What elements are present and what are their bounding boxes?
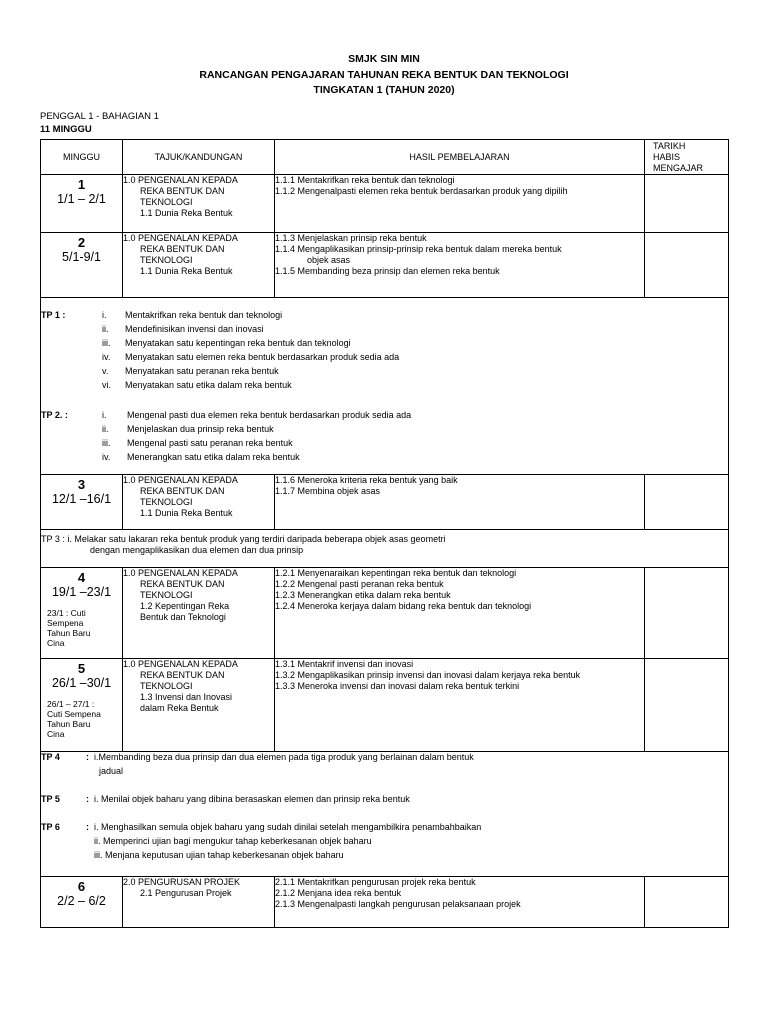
topic-line: 1.3 Invensi dan Inovasi (140, 692, 233, 702)
tp1-group (41, 310, 728, 394)
tp4-line: i.Membanding beza dua prinsip dan dua elemen pada tiga produk yang berlainan dalam bentuk (94, 752, 474, 762)
topic-line: TEKNOLOGI (140, 681, 193, 691)
outcome-line: 2.1.2 Menjana idea reka bentuk (275, 888, 402, 898)
tp-item-number: vi. (102, 380, 111, 390)
week-dates: 19/1 –23/1 (51, 585, 112, 599)
week-dates: 12/1 –16/1 (51, 492, 112, 506)
topic-line: 1.1 Dunia Reka Bentuk (140, 508, 233, 518)
week-dates: 5/1-9/1 (62, 250, 101, 264)
tarikh-line: TARIKH (653, 140, 686, 151)
tp6-line: i. Menghasilkan semula objek baharu yang sudah dinilai setelah mengambilkira penambahbaikan (94, 822, 482, 832)
week-number: 6 (77, 879, 86, 894)
tp-item-text: Mengenal pasti satu peranan reka bentuk (127, 438, 293, 448)
table-row (41, 233, 729, 298)
tp4-label: TP 4 (41, 752, 60, 762)
outcome-line: 1.1.2 Mengenalpasti elemen reka bentuk berdasarkan produk yang dipilih (275, 186, 568, 196)
table-row (41, 175, 729, 233)
outcome-line: 2.1.1 Mentakrifkan pengurusan projek reka bentuk (275, 877, 476, 887)
tp-item-text: Menyatakan satu kepentingan reka bentuk dan teknologi (125, 338, 351, 348)
tp-item-number: ii. (102, 424, 109, 434)
tp-line (41, 338, 728, 352)
tp1-label: TP 1 : (41, 310, 66, 320)
date-done-cell (645, 568, 729, 659)
week-number: 3 (77, 477, 86, 492)
tp6-label: TP 6 (41, 822, 60, 832)
tarikh-line: HABIS (653, 151, 681, 162)
week-number: 1 (77, 177, 86, 192)
outcome-line: 1.2.3 Menerangkan etika dalam reka bentuk (275, 590, 451, 600)
outcome-cell (275, 659, 645, 752)
outcome-line: 1.2.4 Meneroka kerjaya dalam bidang reka bentuk dan teknologi (275, 601, 532, 611)
topic-line: 1.0 PENGENALAN KEPADA (123, 475, 238, 485)
document-title: RANCANGAN PENGAJARAN TAHUNAN REKA BENTUK DAN TEKNOLOGI (199, 69, 569, 81)
tp-item-number: iii. (102, 438, 111, 448)
tp-item-text: Menerangkan satu etika dalam reka bentuk (127, 452, 300, 462)
tp-item-number: v. (102, 366, 109, 376)
outcome-cell (275, 175, 645, 233)
outcome-line: objek asas (307, 255, 351, 265)
tp-line (41, 324, 728, 338)
col-header-tarikh (645, 140, 729, 175)
topic-line: TEKNOLOGI (140, 255, 193, 265)
topic-line: REKA BENTUK DAN (140, 186, 225, 196)
week-cell (41, 475, 123, 530)
note-line: 23/1 : Cuti (47, 608, 86, 618)
outcome-line: 1.3.3 Meneroka invensi dan inovasi dalam reka bentuk terkini (275, 681, 520, 691)
tp-cell (41, 530, 729, 568)
week-cell (41, 175, 123, 233)
note-line: Cina (47, 729, 65, 739)
topic-line: 2.1 Pengurusan Projek (140, 888, 232, 898)
topic-cell (123, 175, 275, 233)
tp-line (41, 410, 728, 424)
topic-cell (123, 233, 275, 298)
topic-line: TEKNOLOGI (140, 497, 193, 507)
tp5-colon: : (86, 794, 89, 804)
week-note (41, 608, 122, 648)
topic-line: dalam Reka Bentuk (140, 703, 219, 713)
topic-cell (123, 475, 275, 530)
outcome-line: 2.1.3 Mengenalpasti langkah pengurusan pelaksanaan projek (275, 899, 521, 909)
topic-line: REKA BENTUK DAN (140, 670, 225, 680)
topic-cell (123, 659, 275, 752)
outcome-line: 1.3.1 Mentakrif invensi dan inovasi (275, 659, 414, 669)
note-line: Cina (47, 638, 65, 648)
tp-cell (41, 752, 729, 877)
tp-item-text: Mendefinisikan invensi dan inovasi (125, 324, 264, 334)
topic-line: TEKNOLOGI (140, 590, 193, 600)
week-dates: 26/1 –30/1 (51, 676, 112, 690)
week-cell (41, 233, 123, 298)
note-line: Sempena (47, 618, 84, 628)
school-name: SMJK SIN MIN (348, 53, 420, 65)
topic-line: TEKNOLOGI (140, 197, 193, 207)
tp6-line: iii. Menjana keputusan ujian tahap keberkesanan objek baharu (94, 850, 344, 860)
topic-line: 1.2 Kepentingan Reka (140, 601, 230, 611)
outcome-line: 1.1.4 Mengaplikasikan prinsip-prinsip reka bentuk dalam mereka bentuk (275, 244, 562, 254)
col-header-tajuk: TAJUK/KANDUNGAN (123, 140, 275, 175)
week-note (41, 699, 122, 739)
tp-item-number: iv. (102, 452, 111, 462)
tp-line (41, 366, 728, 380)
topic-line: 1.0 PENGENALAN KEPADA (123, 233, 238, 243)
tp-line (41, 438, 728, 452)
outcome-line: 1.2.2 Mengenal pasti peranan reka bentuk (275, 579, 444, 589)
topic-line: 1.0 PENGENALAN KEPADA (123, 175, 238, 185)
outcome-line: 1.2.1 Menyenaraikan kepentingan reka bentuk dan teknologi (275, 568, 517, 578)
week-cell (41, 877, 123, 928)
outcome-line: 1.3.2 Mengaplikasikan prinsip invensi dan inovasi dalam kerjaya reka bentuk (275, 670, 581, 680)
topic-line: 1.1 Dunia Reka Bentuk (140, 208, 233, 218)
tp-row (41, 298, 729, 475)
tp-line (41, 424, 728, 438)
week-number: 2 (77, 235, 86, 250)
note-line: Tahun Baru (47, 628, 91, 638)
table-row (41, 475, 729, 530)
col-header-minggu: MINGGU (41, 140, 123, 175)
note-line: 26/1 – 27/1 : (47, 699, 95, 709)
tp-line (41, 766, 728, 780)
col-header-hasil: HASIL PEMBELAJARAN (275, 140, 645, 175)
week-dates: 1/1 – 2/1 (57, 192, 106, 206)
table-row (41, 659, 729, 752)
tp-item-text: Menyatakan satu peranan reka bentuk (125, 366, 279, 376)
tp-item-number: iii. (102, 338, 111, 348)
tp-item-number: i. (102, 410, 107, 420)
tp6-colon: : (86, 822, 89, 832)
tp-item-text: Menyatakan satu etika dalam reka bentuk (125, 380, 292, 390)
tp-line (41, 822, 728, 836)
tp5-line: i. Menilai objek baharu yang dibina berasaskan elemen dan prinsip reka bentuk (94, 794, 410, 804)
topic-cell (123, 877, 275, 928)
week-cell (41, 568, 123, 659)
tp3-line: TP 3 : i. Melakar satu lakaran reka bentuk produk yang terdiri daripada beberapa objek asas geometri (41, 534, 446, 544)
table-row (41, 877, 729, 928)
tp2-group (41, 410, 728, 466)
topic-cell (123, 568, 275, 659)
table-header-row (41, 140, 729, 175)
tp-line (41, 850, 728, 864)
date-done-cell (645, 233, 729, 298)
outcome-cell (275, 233, 645, 298)
tp-line (41, 380, 728, 394)
tp-line (41, 310, 728, 324)
tp-cell (41, 298, 729, 475)
tp3-line: dengan mengaplikasikan dua elemen dan dua prinsip (90, 545, 304, 555)
tp-item-number: ii. (102, 324, 109, 334)
tp-item-number: i. (102, 310, 107, 320)
topic-line: 2.0 PENGURUSAN PROJEK (123, 877, 241, 887)
topic-line: REKA BENTUK DAN (140, 579, 225, 589)
tp-line (41, 452, 728, 466)
table-row (41, 568, 729, 659)
outcome-line: 1.1.5 Membanding beza prinsip dan elemen reka bentuk (275, 266, 500, 276)
tp-item-text: Menyatakan satu elemen reka bentuk berdasarkan produk sedia ada (125, 352, 400, 362)
document-level: TINGKATAN 1 (TAHUN 2020) (313, 84, 455, 96)
week-cell (41, 659, 123, 752)
date-done-cell (645, 475, 729, 530)
topic-line: 1.0 PENGENALAN KEPADA (123, 659, 238, 669)
outcome-line: 1.1.7 Membina objek asas (275, 486, 381, 496)
outcome-line: 1.1.1 Mentakrifkan reka bentuk dan teknologi (275, 175, 455, 185)
tp-item-text: Mentakrifkan reka bentuk dan teknologi (125, 310, 283, 320)
weeks-label: 11 MINGGU (40, 124, 92, 135)
topic-line: REKA BENTUK DAN (140, 244, 225, 254)
term-label: PENGGAL 1 - BAHAGIAN 1 (40, 111, 159, 122)
tp-item-text: Mengenal pasti dua elemen reka bentuk berdasarkan produk sedia ada (127, 410, 412, 420)
week-dates: 2/2 – 6/2 (57, 894, 106, 908)
outcome-line: 1.1.6 Meneroka kriteria reka bentuk yang baik (275, 475, 458, 485)
tp-item-number: iv. (102, 352, 111, 362)
topic-line: 1.0 PENGENALAN KEPADA (123, 568, 238, 578)
tp-line (41, 352, 728, 366)
tp4-colon: : (86, 752, 89, 762)
tp-line (41, 836, 728, 850)
outcome-line: 1.1.3 Menjelaskan prinsip reka bentuk (275, 233, 427, 243)
tp6-line: ii. Memperinci ujian bagi mengukur tahap keberkesanan objek baharu (94, 836, 372, 846)
week-number: 5 (77, 661, 86, 676)
tp5-label: TP 5 (41, 794, 60, 804)
outcome-cell (275, 568, 645, 659)
tarikh-line: MENGAJAR (653, 162, 704, 173)
tp-row (41, 530, 729, 568)
plan-table (40, 139, 729, 928)
week-number: 4 (77, 570, 86, 585)
outcome-cell (275, 877, 645, 928)
topic-line: 1.1 Dunia Reka Bentuk (140, 266, 233, 276)
tp-line (41, 752, 728, 766)
tp2-label: TP 2. : (41, 410, 68, 420)
tp-row (41, 752, 729, 877)
date-done-cell (645, 659, 729, 752)
date-done-cell (645, 877, 729, 928)
topic-line: REKA BENTUK DAN (140, 486, 225, 496)
note-line: Tahun Baru (47, 719, 91, 729)
tp-line (41, 794, 728, 808)
outcome-cell (275, 475, 645, 530)
date-done-cell (645, 175, 729, 233)
note-line: Cuti Sempena (47, 709, 101, 719)
tp-item-text: Menjelaskan dua prinsip reka bentuk (127, 424, 274, 434)
topic-line: Bentuk dan Teknologi (140, 612, 226, 622)
tp4-line: jadual (99, 766, 124, 776)
